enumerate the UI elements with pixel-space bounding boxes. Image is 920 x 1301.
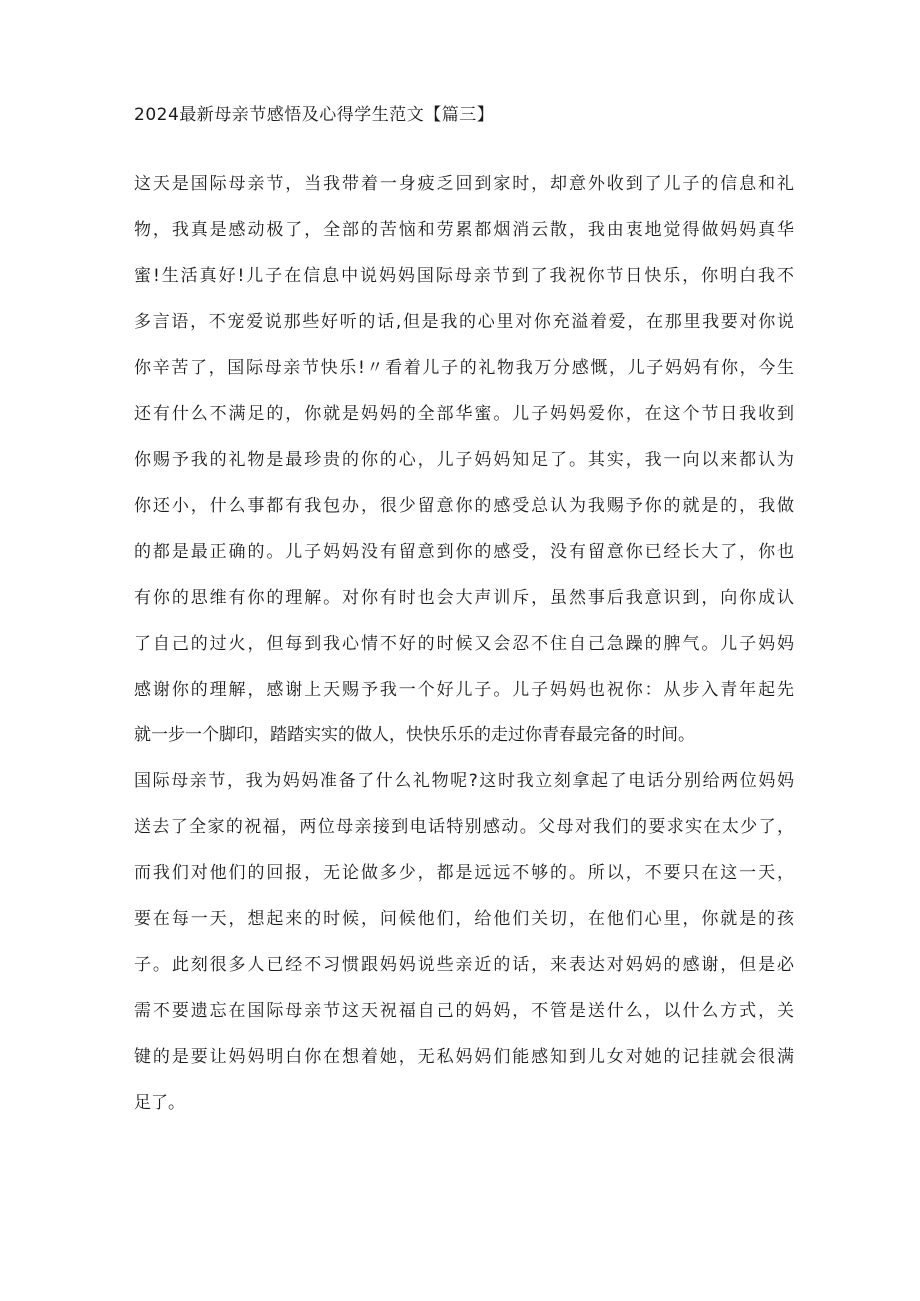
paragraph-2-line-7: 键的是要让妈妈明白你在想着她，无私妈妈们能感知到儿女对她的记挂就会很满 [134,1047,794,1067]
paragraph-2-line-8: 足了。 [134,1093,185,1113]
paragraph-1-line-1: 这天是国际母亲节，当我带着一身疲乏回到家时，却意外收到了儿子的信息和礼 [134,174,794,194]
paragraph-1-line-10: 有你的思维有你的理解。对你有时也会大声训斥，虽然事后我意识到，向你成认 [134,588,794,608]
paragraph-1-line-11: 了自己的过火，但每到我心情不好的时候又会忍不住自己急躁的脾气。儿子妈妈 [134,634,794,654]
paragraph-1-line-7: 你赐予我的礼物是最珍贵的你的心，儿子妈妈知足了。其实，我一向以来都认为 [134,450,794,470]
paragraph-1-line-3: 蜜!生活真好!儿子在信息中说妈妈国际母亲节到了我祝你节日快乐，你明白我不 [134,266,794,286]
paragraph-1-line-4: 多言语，不宠爱说那些好听的话,但是我的心里对你充溢着爱，在那里我要对你说 [134,312,794,332]
paragraph-2-line-1: 国际母亲节，我为妈妈准备了什么礼物呢?这时我立刻拿起了电话分别给两位妈妈 [134,771,794,791]
paragraph-2-line-3: 而我们对他们的回报，无论做多少，都是远远不够的。所以，不要只在这一天， [134,863,794,883]
paragraph-1-line-2: 物，我真是感动极了，全部的苦恼和劳累都烟消云散，我由衷地觉得做妈妈真华 [134,220,794,240]
paragraph-1-line-6: 还有什么不满足的，你就是妈妈的全部华蜜。儿子妈妈爱你，在这个节日我收到 [134,404,794,424]
paragraph-2-line-2: 送去了全家的祝福，两位母亲接到电话特别感动。父母对我们的要求实在太少了， [134,817,794,837]
paragraph-1-line-12: 感谢你的理解，感谢上天赐予我一个好儿子。儿子妈妈也祝你：从步入青年起先 [134,680,794,700]
paragraph-2-line-5: 子。此刻很多人已经不习惯跟妈妈说些亲近的话，来表达对妈妈的感谢，但是必 [134,955,794,975]
paragraph-1-line-5: 你辛苦了，国际母亲节快乐!〃看着儿子的礼物我万分感慨，儿子妈妈有你，今生 [134,358,794,378]
document-title: 2024最新母亲节感悟及心得学生范文【篇三】 [134,105,495,125]
paragraph-2-line-4: 要在每一天，想起来的时候，问候他们，给他们关切，在他们心里，你就是的孩 [134,909,794,929]
paragraph-1-line-9: 的都是最正确的。儿子妈妈没有留意到你的感受，没有留意你已经长大了，你也 [134,542,794,562]
paragraph-1-line-8: 你还小，什么事都有我包办，很少留意你的感受总认为我赐予你的就是的，我做 [134,496,794,516]
paragraph-2-line-6: 需不要遗忘在国际母亲节这天祝福自己的妈妈，不管是送什么，以什么方式，关 [134,1001,794,1021]
paragraph-1-line-13: 就一步一个脚印，踏踏实实的做人，快快乐乐的走过你青春最完备的时间。 [134,725,695,745]
